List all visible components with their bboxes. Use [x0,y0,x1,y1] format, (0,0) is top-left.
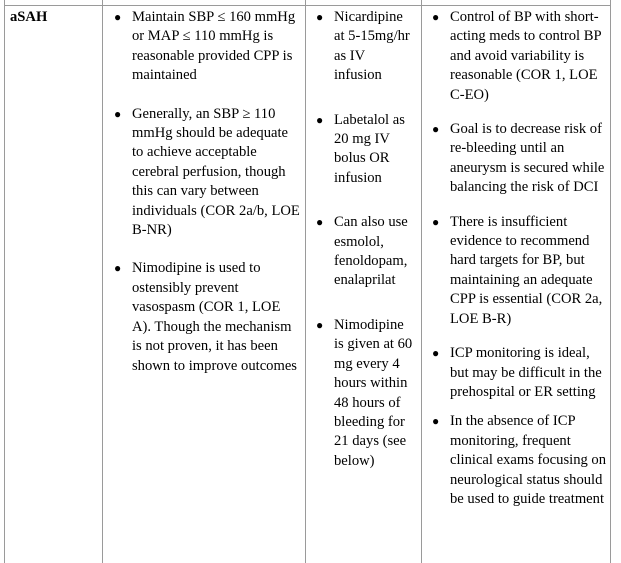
bullet-icon: ● [432,214,440,229]
bullet-icon: ● [316,10,324,24]
list-item-text: Generally, an SBP ≥ 110 mmHg should be adequate to achieve acceptable cerebral perfusion, though this can vary between individuals (COR 2a/b, LOE B-NR) [132,105,300,239]
bullet-icon: ● [316,112,324,127]
bullet-icon: ● [114,106,122,121]
list-item-text: ICP monitoring is ideal, but may be difficult in the prehospital or ER setting [450,345,602,400]
list-item [426,412,608,509]
list-item [108,8,300,86]
list-item [310,8,416,86]
list-item-text: Labetalol as 20 mg IV bolus OR infusion [334,111,405,186]
list-item-text: There is insufficient evidence to recommend hard targets for BP, but maintaining an adequate CPP is essential (COR 2a, LOE B-R) [450,213,603,327]
list-item [426,344,608,402]
considerations-column [426,8,608,509]
list-item [310,111,416,189]
list-item [426,8,608,105]
list-item-text: Control of BP with short-acting meds to control BP and avoid variability is reasonable (COR 1, LOE C-EO) [450,9,602,103]
bullet-icon: ● [316,215,324,230]
table-border-left [4,0,5,563]
bullet-icon: ● [114,261,122,276]
column-divider-1 [102,0,103,563]
table-border-right [610,0,611,563]
list-item-text: Nicardipine at 5-15mg/hr as IV infusion [334,9,410,84]
bullet-icon: ● [114,10,122,24]
list-item-text: In the absence of ICP monitoring, frequent clinical exams focusing on neurological status should be used to guide treatment [450,413,607,507]
list-item [310,316,416,471]
bullet-icon: ● [316,317,324,332]
list-item [426,120,608,198]
list-item-text: Goal is to decrease risk of re-bleeding until an aneurysm is secured while balancing the risk of DCI [450,121,605,196]
row-header: aSAH [10,9,48,25]
list-item-text: Can also use esmolol, fenoldopam, enalaprilat [334,214,408,289]
bullet-icon: ● [432,122,440,137]
recommendations-column [108,8,300,376]
list-item [108,105,300,241]
list-item [426,213,608,329]
medications-column [310,8,416,471]
list-item-text: Nimodipine is used to ostensibly prevent vasospasm (COR 1, LOE A). Though the mechanism is not proven, it has been shown to improve outcomes [132,260,297,374]
table-border-top [4,5,611,6]
list-item [310,213,416,291]
bullet-icon: ● [432,346,440,361]
list-item [108,259,300,375]
column-divider-2 [305,0,306,563]
bullet-icon: ● [432,10,440,24]
list-item-text: Nimodipine is given at 60 mg every 4 hours within 48 hours of bleeding for 21 days (see below) [334,316,413,469]
list-item-text: Maintain SBP ≤ 160 mmHg or MAP ≤ 110 mmHg is reasonable provided CPP is maintained [132,9,296,84]
bullet-icon: ● [432,414,440,429]
column-divider-3 [421,0,422,563]
